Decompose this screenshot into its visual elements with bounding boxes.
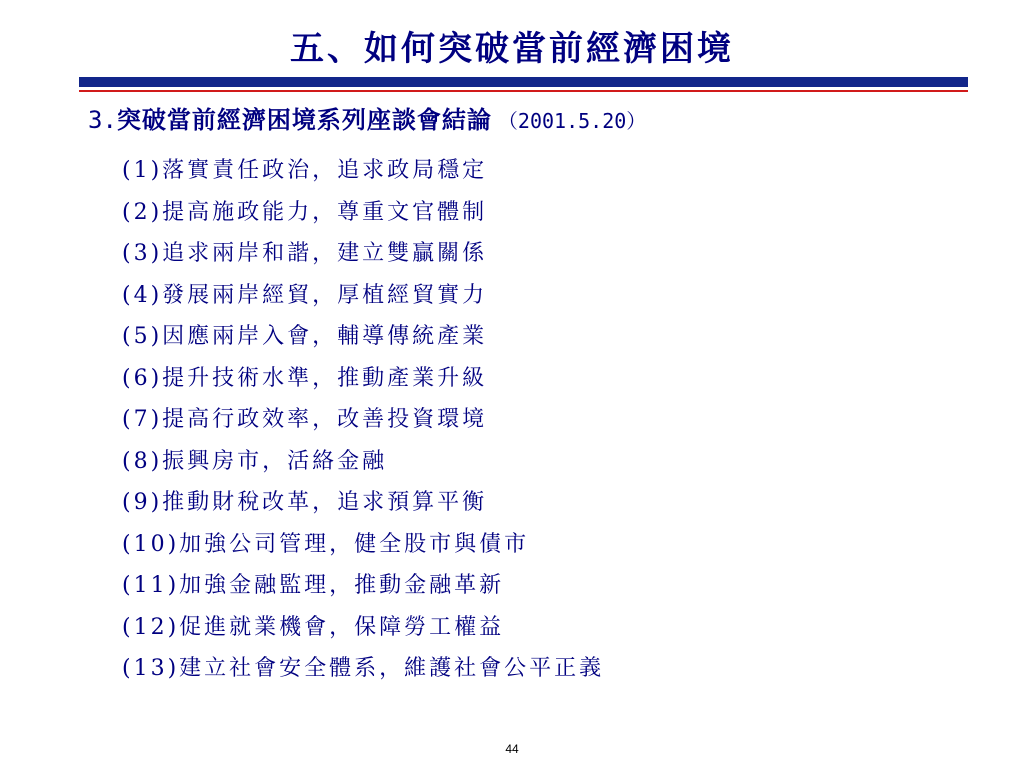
- title-divider-blue: [79, 77, 968, 87]
- list-item: (3)追求兩岸和諧，建立雙贏關係: [122, 241, 488, 266]
- list-item: (7)提高行政效率，改善投資環境: [122, 407, 488, 432]
- section-date: （2001.5.20）: [497, 109, 647, 133]
- list-item: (2)提高施政能力，尊重文官體制: [122, 199, 488, 225]
- list-item: (4)發展兩岸經貿，厚植經貿實力: [122, 282, 488, 308]
- section-number: 3.: [88, 106, 117, 134]
- title-divider-red: [79, 90, 968, 92]
- list-item: (1)落實責任政治，追求政局穩定: [122, 158, 488, 183]
- list-item: (6)提升技術水準，推動產業升級: [122, 365, 488, 391]
- list-item: (13)建立社會安全體系，維護社會公平正義: [122, 656, 605, 681]
- list-item: (11)加強金融監理，推動金融革新: [122, 573, 505, 598]
- list-item: (10)加強公司管理，健全股市與債市: [122, 531, 530, 557]
- list-item: (5)因應兩岸入會，輔導傳統產業: [122, 324, 488, 349]
- slide-title: 五、如何突破當前經濟困境: [290, 29, 734, 69]
- list-item: (8)振興房市，活絡金融: [122, 448, 388, 474]
- conclusion-list: [122, 150, 604, 690]
- section-heading-text: 突破當前經濟困境系列座談會結論: [116, 105, 492, 134]
- page-number: 44: [505, 742, 519, 756]
- list-item: (12)促進就業機會，保障勞工權益: [122, 614, 505, 640]
- list-item: (9)推動財稅改革，追求預算平衡: [122, 490, 488, 515]
- section-heading: [88, 100, 646, 140]
